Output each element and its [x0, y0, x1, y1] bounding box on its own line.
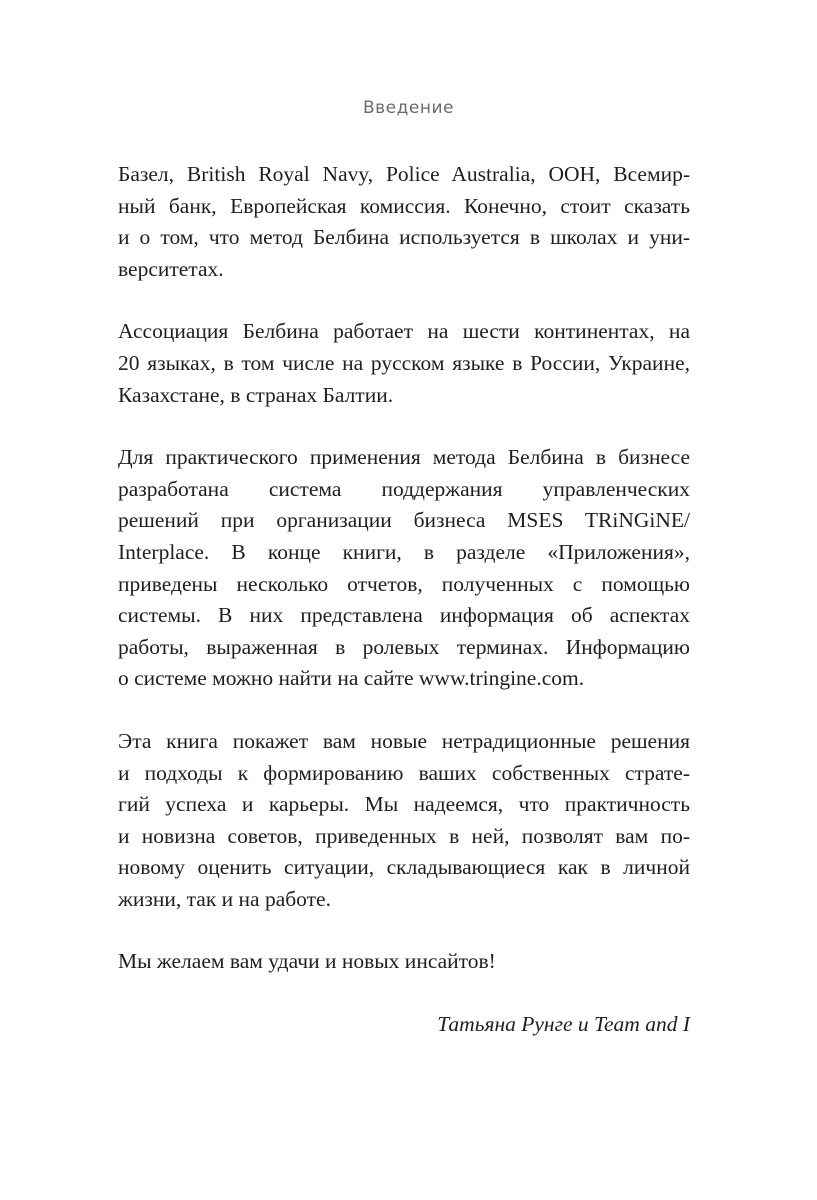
text-line: гий успеха и карьеры. Мы надеемся, что практичность	[118, 792, 690, 817]
text-line: системы. В них представлена информация об аспектах	[118, 603, 690, 628]
text-line: жизни, так и на работе.	[118, 886, 331, 911]
text-line: приведены несколько отчетов, полученных с помощью	[118, 571, 690, 596]
body-text	[118, 159, 690, 1041]
text-line: и подходы к формированию ваших собственных страте-	[118, 760, 690, 785]
running-header-title: Введение	[363, 98, 454, 118]
text-line: Для практического применения метода Белбина в бизнесе	[118, 445, 690, 470]
text-line: работы, выраженная в ролевых терминах. Информацию	[118, 634, 690, 659]
text-line: о системе можно найти на сайте www.tringine.com.	[118, 666, 585, 691]
text-line: верситетах.	[118, 256, 224, 281]
text-line: и о том, что метод Белбина используется в школах и уни-	[118, 225, 690, 250]
text-line: Казахстане, в странах Балтии.	[118, 382, 394, 407]
text-line: решений при организации бизнеса MSES TRiNGiNE/	[118, 508, 690, 533]
text-line: разработана система поддержания управленческих	[118, 476, 690, 501]
text-line: и новизна советов, приведенных в ней, позволят вам по-	[118, 823, 690, 848]
paragraph-association	[118, 316, 690, 411]
text-line: новому оценить ситуации, складывающиеся как в личной	[118, 855, 690, 880]
author-signature: Татьяна Рунге и Team and I	[437, 1012, 690, 1037]
text-line: Interplace. В конце книги, в разделе «Приложения»,	[118, 539, 690, 564]
text-line: Базел, British Royal Navy, Police Australia, ООН, Всемир-	[118, 162, 690, 186]
text-line: Эта книга покажет вам новые нетрадиционные решения	[118, 728, 690, 753]
paragraph-system	[118, 442, 690, 695]
paragraph-book-purpose	[118, 726, 690, 916]
paragraph-clients	[118, 159, 690, 285]
text-line: Ассоциация Белбина работает на шести континентах, на	[118, 319, 690, 344]
text-line: 20 языках, в том числе на русском языке в России, Украине,	[118, 350, 690, 375]
paragraph-wishes	[118, 946, 690, 978]
text-line: ный банк, Европейская комиссия. Конечно, стоит сказать	[118, 193, 690, 218]
text-line: Мы желаем вам удачи и новых инсайтов!	[118, 949, 496, 974]
